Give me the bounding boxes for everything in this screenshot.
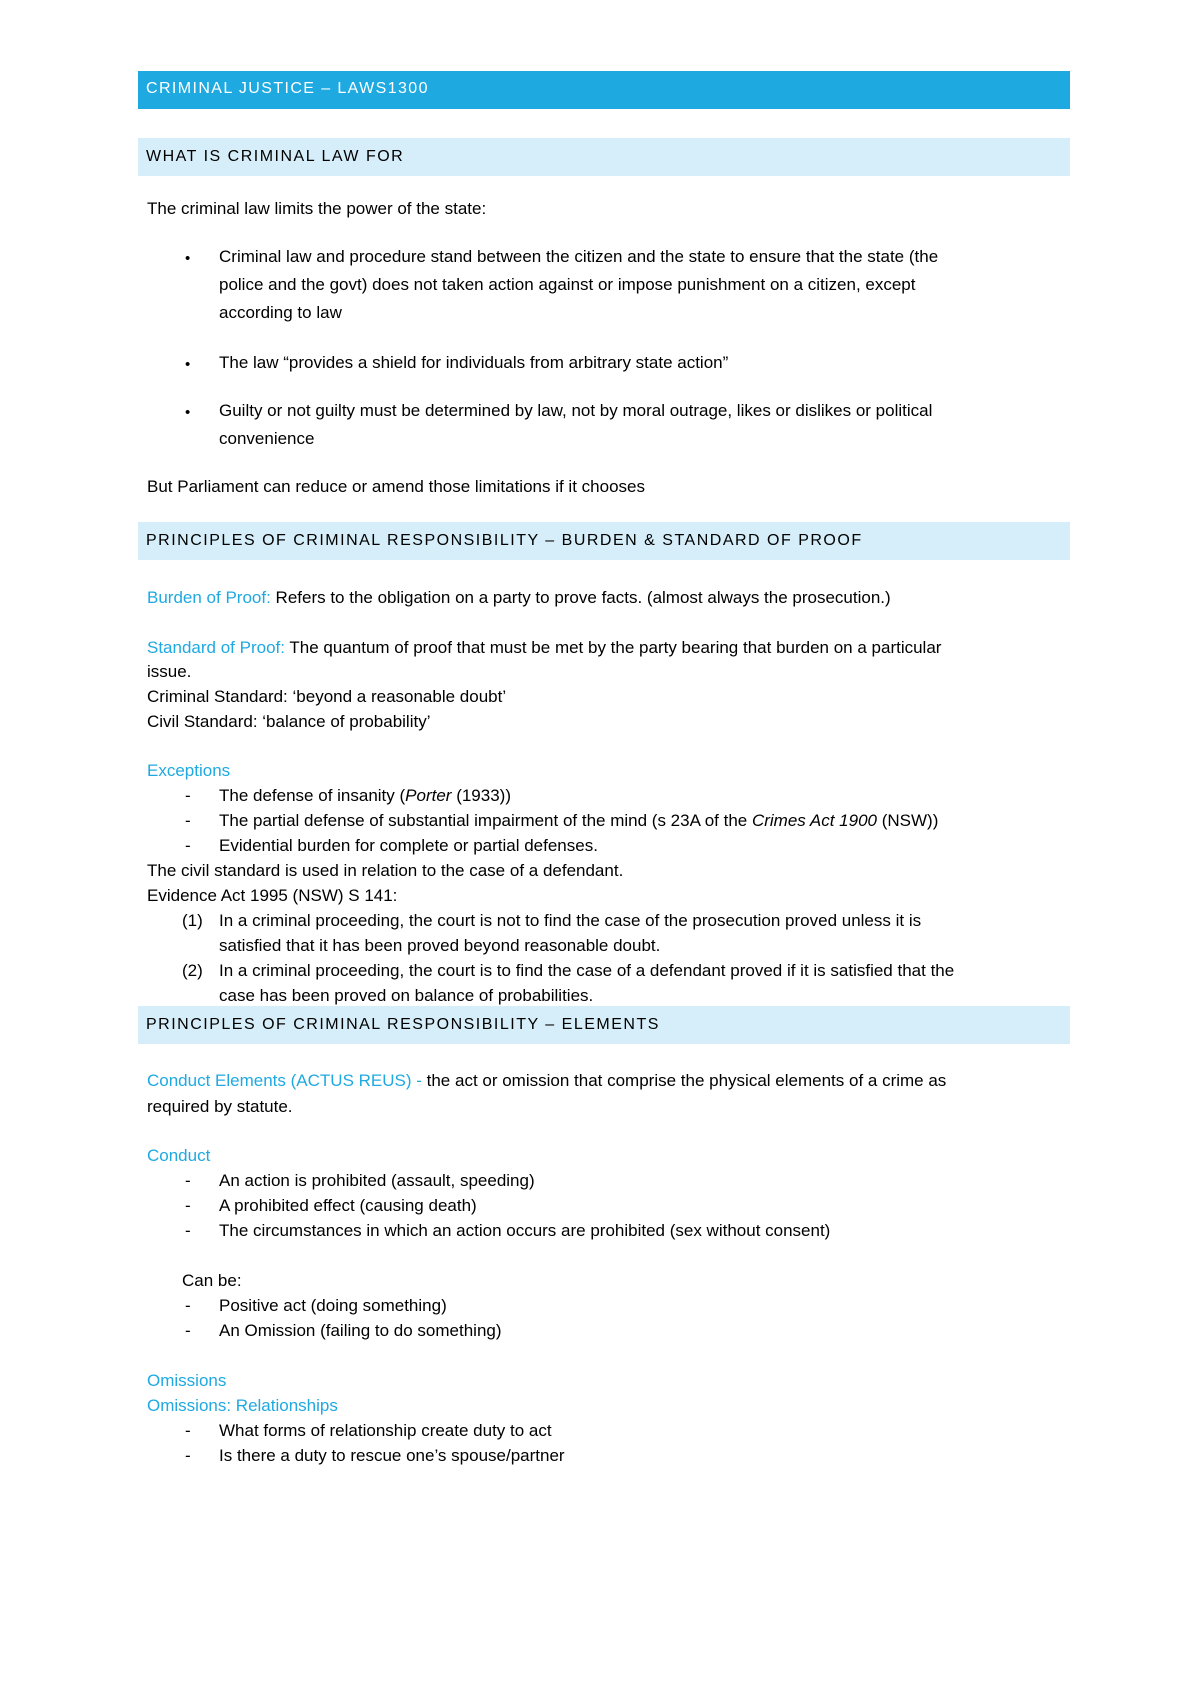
standard-of-proof-line <box>147 637 941 659</box>
exceptions-label: Exceptions <box>147 761 231 780</box>
numbered-text: In a criminal proceeding, the court is to find the case of a defendant proved if it is satisfied that the <box>219 961 955 980</box>
closing-text: But Parliament can reduce or amend those limitations if it chooses <box>147 477 645 496</box>
numbered-text: case has been proved on balance of probabilities. <box>219 986 594 1005</box>
criminal-standard: Criminal Standard: ‘beyond a reasonable doubt’ <box>147 687 507 706</box>
bullet-marker: • <box>185 404 191 421</box>
exception-text: The partial defense of substantial impairment of the mind (s 23A of the <box>219 811 752 830</box>
section-heading-band <box>138 1006 1070 1044</box>
standard-text-cont: issue. <box>147 662 192 681</box>
section-heading: PRINCIPLES OF CRIMINAL RESPONSIBILITY – ELEMENTS <box>146 1016 660 1033</box>
dash-marker: - <box>185 836 191 855</box>
conduct-item: A prohibited effect (causing death) <box>219 1196 477 1215</box>
can-be-item: An Omission (failing to do something) <box>219 1321 502 1340</box>
intro-text: The criminal law limits the power of the state: <box>147 199 487 218</box>
civil-standard: Civil Standard: ‘balance of probability’ <box>147 712 431 731</box>
bullet-text: convenience <box>219 429 315 448</box>
numbered-text: In a criminal proceeding, the court is not to find the case of the prosecution proved unless it is <box>219 911 922 930</box>
standard-label: Standard of Proof: <box>147 638 285 657</box>
case-name: Porter <box>405 786 452 805</box>
conduct-elements-line <box>147 1070 946 1092</box>
conduct-elements-text: the act or omission that comprise the physical elements of a crime as <box>421 1071 947 1090</box>
dash-marker: - <box>185 1296 191 1315</box>
bullet-text: police and the govt) does not taken action against or impose punishment on a citizen, except <box>219 275 916 294</box>
dash-marker: - <box>185 1321 191 1340</box>
exception-item: Evidential burden for complete or partial defenses. <box>219 836 598 855</box>
burden-of-proof-line <box>147 587 891 609</box>
dash-marker: - <box>185 1221 191 1240</box>
omission-item: Is there a duty to rescue one’s spouse/partner <box>219 1446 565 1465</box>
standard-text: The quantum of proof that must be met by the party bearing that burden on a particular <box>284 638 942 657</box>
list-number: (1) <box>182 911 203 930</box>
conduct-elements-cont: required by statute. <box>147 1097 293 1116</box>
section-heading-band <box>138 522 1070 560</box>
bullet-text: Criminal law and procedure stand between the citizen and the state to ensure that the state (the <box>219 247 939 266</box>
bullet-text: Guilty or not guilty must be determined by law, not by moral outrage, likes or dislikes or political <box>219 401 933 420</box>
omissions-relationships-label: Omissions: Relationships <box>147 1396 338 1415</box>
evidence-act-text: Evidence Act 1995 (NSW) S 141: <box>147 886 398 905</box>
burden-label: Burden of Proof: <box>147 588 271 607</box>
civil-used-text: The civil standard is used in relation to the case of a defendant. <box>147 861 624 880</box>
section-heading: PRINCIPLES OF CRIMINAL RESPONSIBILITY – BURDEN & STANDARD OF PROOF <box>146 532 863 549</box>
bullet-text: according to law <box>219 303 342 322</box>
bullet-text: The law “provides a shield for individuals from arbitrary state action” <box>219 353 729 372</box>
exception-item <box>219 785 511 807</box>
conduct-item: The circumstances in which an action occurs are prohibited (sex without consent) <box>219 1221 831 1240</box>
document-title: CRIMINAL JUSTICE – LAWS1300 <box>146 80 429 97</box>
dash-marker: - <box>185 1171 191 1190</box>
burden-text: Refers to the obligation on a party to prove facts. (almost always the prosecution.) <box>270 588 891 607</box>
exception-text: The defense of insanity ( <box>219 786 406 805</box>
exception-text: (1933)) <box>451 786 511 805</box>
can-be-label: Can be: <box>182 1271 242 1290</box>
dash-marker: - <box>185 786 191 805</box>
exception-item <box>219 810 938 832</box>
document-title-band <box>138 71 1070 109</box>
section-heading-band <box>138 138 1070 176</box>
bullet-marker: • <box>185 356 191 373</box>
dash-marker: - <box>185 1446 191 1465</box>
omission-item: What forms of relationship create duty to act <box>219 1421 552 1440</box>
exception-text: (NSW)) <box>877 811 939 830</box>
conduct-elements-label: Conduct Elements (ACTUS REUS) - <box>147 1071 422 1090</box>
can-be-item: Positive act (doing something) <box>219 1296 447 1315</box>
numbered-text: satisfied that it has been proved beyond reasonable doubt. <box>219 936 661 955</box>
act-name: Crimes Act 1900 <box>751 811 877 830</box>
conduct-item: An action is prohibited (assault, speeding) <box>219 1171 535 1190</box>
section-heading: WHAT IS CRIMINAL LAW FOR <box>146 148 405 165</box>
dash-marker: - <box>185 1421 191 1440</box>
dash-marker: - <box>185 1196 191 1215</box>
omissions-label: Omissions <box>147 1371 227 1390</box>
conduct-label: Conduct <box>147 1146 211 1165</box>
dash-marker: - <box>185 811 191 830</box>
list-number: (2) <box>182 961 203 980</box>
bullet-marker: • <box>185 250 191 267</box>
